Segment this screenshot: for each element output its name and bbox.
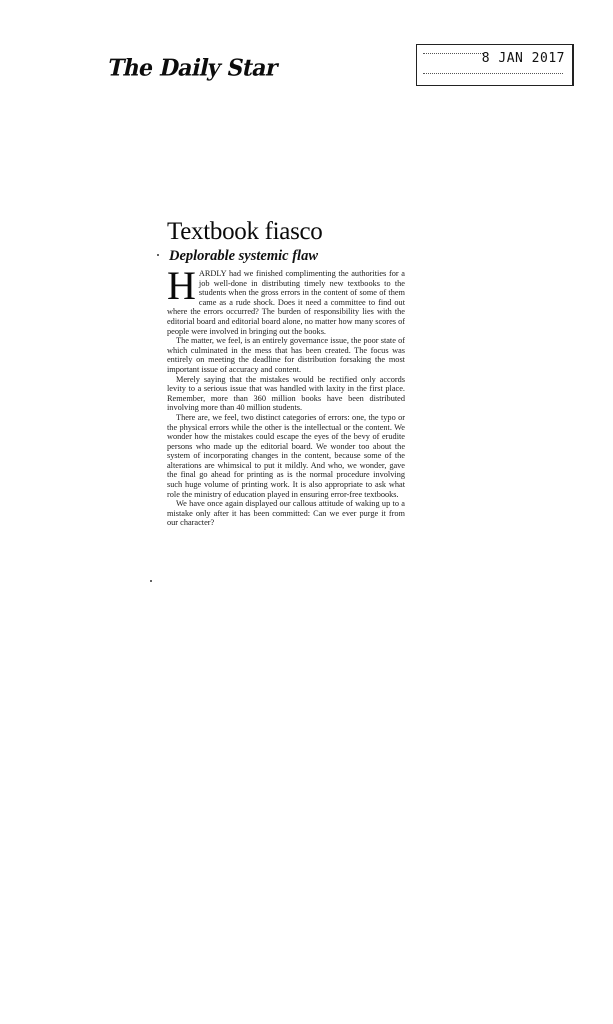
stamp-noise-bottom	[423, 73, 563, 74]
article-headline: Textbook fiasco	[167, 218, 323, 245]
drop-cap: H	[167, 263, 196, 308]
article-paragraph: The matter, we feel, is an entirely governance issue, the poor state of which culminated in the mess that has been created. The focus was entirely on meeting the deadline for distribution forsaking the most important issue of accuracy and content.	[167, 336, 405, 374]
date-stamp	[416, 44, 574, 86]
article-paragraph	[167, 263, 405, 336]
stamp-date: 8 JAN 2017	[481, 51, 565, 66]
article	[167, 218, 405, 528]
article-paragraph: We have once again displayed our callous attitude of waking up to a mistake only after it has been committed: Can we ever purge it from our character?	[167, 499, 405, 528]
masthead-logo: The Daily Star	[105, 54, 281, 82]
scan-speck	[150, 580, 152, 582]
article-paragraph: Merely saying that the mistakes would be rectified only accords levity to a serious issue that was handled with laxity in the first place. Remember, more than 360 million books have been distributed involving more than 40 million students.	[167, 374, 405, 413]
article-paragraph: There are, we feel, two distinct categories of errors: one, the typo or the physical errors while the other is the intellectual or the content. We wonder how the mistakes could escape the eyes of the bevy of erudite persons who made up the editorial board. We wonder too about the system of incorporating changes in the content, because some of the alterations are whimsical to put it mildly. And who, we wonder, gave the final go ahead for printing as is the normal procedure involving such huge volume of printing work. It is also appropriate to ask what role the ministry of education played in ensuring error-free textbooks.	[167, 412, 405, 499]
article-subhead: Deplorable systemic flaw	[169, 248, 319, 264]
stamp-noise-top	[423, 53, 483, 54]
scan-speck	[157, 254, 159, 256]
paragraph-text: ARDLY had we finished complimenting the authorities for a job well-done in distributing timely new textbooks to the students when the gross errors in the content of some of them came as a rude shock. Does it need a committee to find out where the errors occurred? The burden of responsibility lies with the editorial board and editorial board alone, no matter how many scores of people were involved in bringing out the books.	[167, 269, 405, 336]
article-body	[167, 263, 405, 528]
